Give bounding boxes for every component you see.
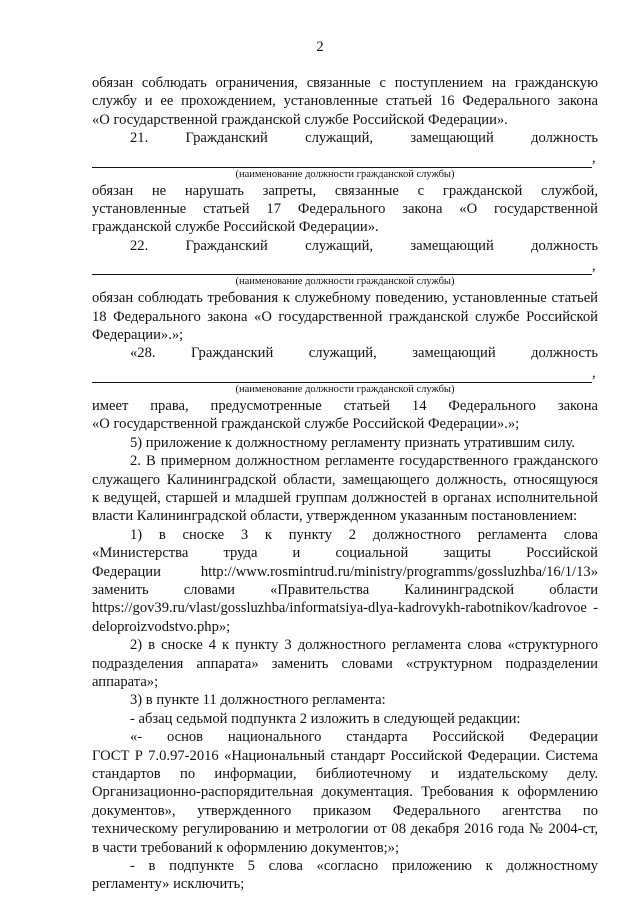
text-line: 21. Гражданский служащий, замещающий должность — [130, 130, 598, 147]
text-line: аппарата»; — [92, 673, 159, 690]
text-line: «- основ национального стандарта Российской Федерации — [130, 729, 598, 746]
text-line: 22. Гражданский служащий, замещающий должность — [130, 237, 598, 254]
position-blank: , — [92, 363, 598, 383]
text-line: ГОСТ Р 7.0.97-2016 «Национальный стандарт Российской Федерации. Система — [92, 747, 598, 764]
text-line: заменить словами «Правительства Калининградской области — [92, 581, 598, 598]
document-body — [92, 74, 598, 894]
text-line: «Министерства труда и социальной защиты Российской — [92, 545, 598, 562]
text-line: «О государственной гражданской службе Российской Федерации».»; — [92, 416, 520, 433]
text-line: Федерации».»; — [92, 327, 184, 344]
text-line: стандартов по информации, библиотечному и издательскому делу. — [92, 766, 598, 782]
position-blank: , — [92, 148, 598, 168]
text-line: https://gov39.ru/vlast/gossluzhba/informatsiya-dlya-kadrovykh-rabotnikov/kadrovoe - — [92, 600, 598, 617]
text-line: «28. Гражданский служащий, замещающий должность — [130, 345, 598, 362]
text-line: 18 Федерального закона «О государственной гражданской службе Российской — [92, 308, 598, 325]
text-line: Организационно-распорядительная документация. Требования к оформлению — [92, 784, 598, 801]
text-line: имеет права, предусмотренные статьей 14 Федерального закона — [92, 397, 598, 414]
text-line: документов», утвержденного приказом Федерального агентства по — [92, 802, 598, 819]
text-line: - в подпункте 5 слова «согласно приложению к должностному — [130, 858, 598, 875]
text-line: подразделения аппарата» заменить словами «структурном подразделении — [92, 655, 598, 672]
text-line: 3) в пункте 11 должностного регламента: — [130, 692, 386, 709]
text-line: «О государственной гражданской службе Российской Федерации». — [92, 111, 508, 128]
text-line: 5) приложение к должностному регламенту признать утратившим силу. — [130, 434, 576, 451]
text-line: к ведущей, старшей и младшей группам должностей в органах исполнительной — [92, 489, 598, 506]
position-caption: (наименование должности гражданской службы) — [235, 276, 455, 288]
text-line: техническому регулированию и метрологии от 08 декабря 2016 года № 2004-ст, — [92, 821, 598, 838]
text-line: регламенту» исключить; — [92, 876, 245, 893]
text-line: Федерации http://www.rosmintrud.ru/ministry/programms/gossluzhba/16/1/13» — [92, 563, 598, 580]
position-caption: (наименование должности гражданской службы) — [235, 168, 455, 180]
position-blank: , — [92, 255, 598, 275]
text-line: 2. В примерном должностном регламенте государственного гражданского — [130, 453, 598, 470]
text-line: службу и ее прохождением, установленные статьей 16 Федерального закона — [92, 93, 598, 110]
text-line: обязан не нарушать запреты, связанные с гражданской службой, — [92, 182, 598, 199]
text-line: - абзац седьмой подпункта 2 изложить в следующей редакции: — [130, 710, 521, 727]
text-line: гражданской службе Российской Федерации». — [92, 219, 379, 236]
text-line: власти Калининградской области, утвержденном указанным постановлением: — [92, 508, 578, 525]
text-line: служащего Калининградской области, замещающего должность, относящуюся — [92, 471, 598, 488]
text-line: обязан соблюдать требования к служебному поведению, установленные статьей — [92, 290, 598, 307]
text-line: в части требований к оформлению документов;»; — [92, 839, 400, 856]
text-line: 1) в сноске 3 к пункту 2 должностного регламента слова — [130, 526, 598, 543]
position-caption: (наименование должности гражданской службы) — [235, 383, 455, 395]
text-line: deloproizvodstvo.php»; — [92, 618, 231, 635]
text-line: 2) в сноске 4 к пункту 3 должностного регламента слова «структурного — [130, 637, 598, 654]
page-number: 2 — [316, 39, 324, 55]
text-line: установленные статьей 17 Федерального закона «О государственной — [92, 201, 598, 218]
text-line: обязан соблюдать ограничения, связанные с поступлением на гражданскую — [92, 75, 598, 91]
